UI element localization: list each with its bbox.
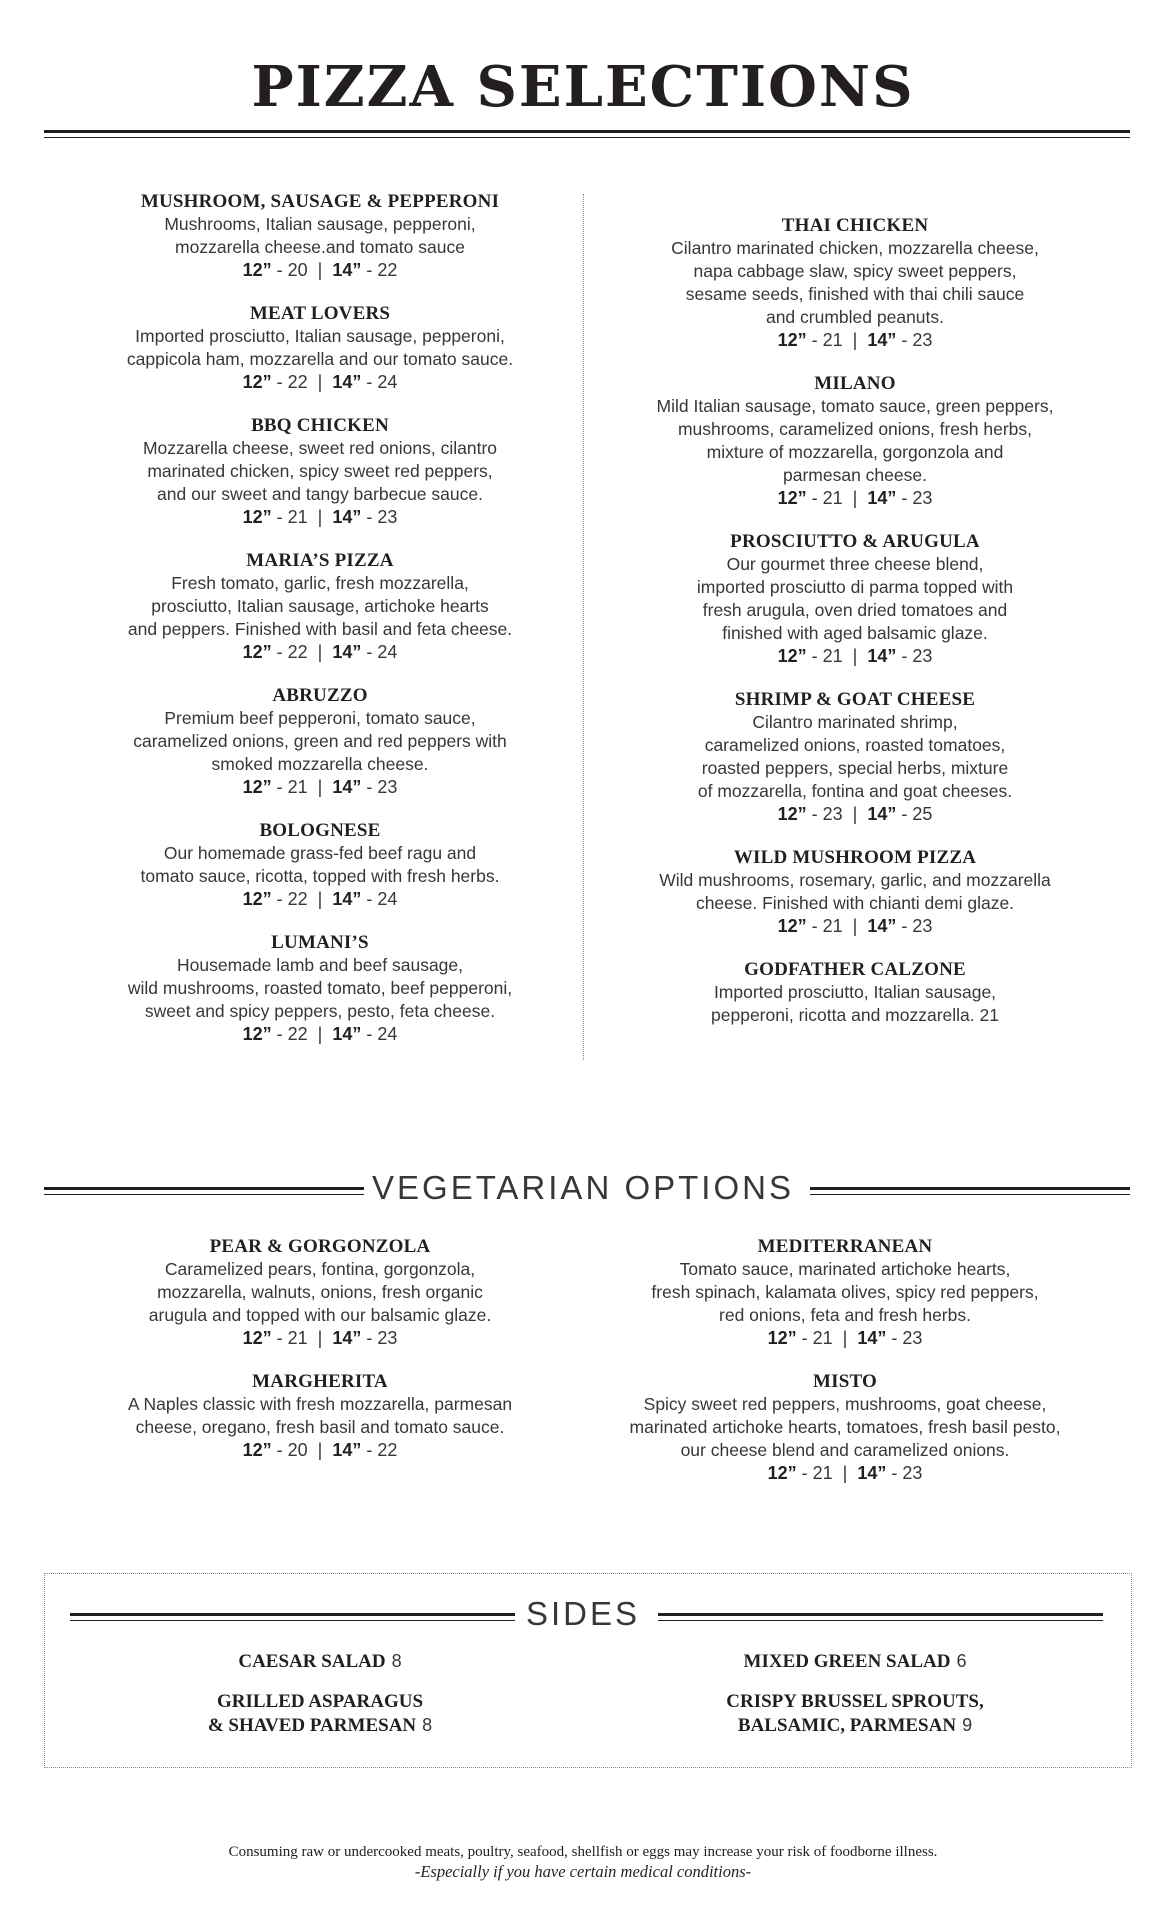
- vegetarian-column-right: [600, 1235, 1090, 1485]
- price-large: - 22: [361, 260, 398, 280]
- price-size-small: 12”: [242, 507, 272, 527]
- price-size-small: 12”: [242, 777, 272, 797]
- menu-item-description: Tomato sauce, marinated artichoke hearts,: [679, 1259, 1011, 1279]
- price-size-small: 12”: [242, 260, 272, 280]
- price-size-small: 12”: [767, 1328, 797, 1348]
- price-small: - 20: [271, 260, 308, 280]
- menu-item-description: and our sweet and tangy barbecue sauce.: [157, 484, 483, 504]
- menu-item-description: fresh arugula, oven dried tomatoes and: [702, 600, 1008, 620]
- price-small: - 21: [271, 777, 308, 797]
- menu-item-name: THAI CHICKEN: [781, 215, 929, 236]
- price-small: - 23: [806, 804, 843, 824]
- menu-item-description: Premium beef pepperoni, tomato sauce,: [164, 708, 476, 728]
- footer-note: -Especially if you have certain medical conditions-: [414, 1862, 752, 1881]
- footer-warning: Consuming raw or undercooked meats, poultry, seafood, shellfish or eggs may increase your risk of foodborne illness.: [228, 1844, 938, 1860]
- menu-item-description: tomato sauce, ricotta, topped with fresh herbs.: [140, 866, 500, 886]
- menu-item-name: BOLOGNESE: [259, 820, 381, 841]
- price-large: - 23: [896, 330, 933, 350]
- menu-item-description: imported prosciutto di parma topped with: [696, 577, 1014, 597]
- menu-item-description: and crumbled peanuts.: [765, 307, 945, 327]
- price-separator: |: [317, 1024, 323, 1044]
- price-size-small: 12”: [777, 646, 807, 666]
- price-large: - 23: [361, 507, 398, 527]
- price-size-small: 12”: [777, 916, 807, 936]
- menu-item-description: mixture of mozzarella, gorgonzola and: [706, 442, 1004, 462]
- price-size-large: 14”: [857, 1463, 887, 1483]
- menu-item-description: red onions, feta and fresh herbs.: [719, 1305, 971, 1325]
- side-item-name-line2: & SHAVED PARMESAN: [207, 1715, 417, 1736]
- price-separator: |: [317, 889, 323, 909]
- price-size-small: 12”: [242, 372, 272, 392]
- menu-item-prices: [90, 371, 550, 394]
- menu-item: [620, 530, 1090, 668]
- price-separator: |: [852, 488, 858, 508]
- menu-item-description: arugula and topped with our balsamic glaze.: [148, 1305, 492, 1325]
- vegetarian-column-left: [90, 1235, 550, 1462]
- price-small: - 22: [271, 1024, 308, 1044]
- menu-item-prices: [90, 1327, 550, 1350]
- price-size-large: 14”: [332, 889, 362, 909]
- side-item-price: 8: [422, 1715, 433, 1735]
- price-size-large: 14”: [332, 777, 362, 797]
- menu-item-prices: [620, 915, 1090, 938]
- price-size-large: 14”: [332, 1024, 362, 1044]
- menu-item: [620, 372, 1090, 510]
- menu-item-description: cheese, oregano, fresh basil and tomato sauce.: [135, 1417, 505, 1437]
- menu-item: [90, 1370, 550, 1462]
- price-small: - 21: [806, 646, 843, 666]
- vegetarian-heading: VEGETARIAN OPTIONS: [372, 1169, 794, 1206]
- menu-item-prices: [90, 506, 550, 529]
- price-large: - 22: [361, 1440, 398, 1460]
- menu-item-prices: [600, 1327, 1090, 1350]
- price-size-large: 14”: [332, 260, 362, 280]
- menu-item: [600, 1235, 1090, 1350]
- price-large: - 23: [886, 1463, 923, 1483]
- menu-item-prices: [600, 1462, 1090, 1485]
- menu-item-description: wild mushrooms, roasted tomato, beef pepperoni,: [127, 978, 513, 998]
- price-large: - 23: [886, 1328, 923, 1348]
- menu-item-description: sweet and spicy peppers, pesto, feta cheese.: [144, 1001, 496, 1021]
- price-size-large: 14”: [332, 1440, 362, 1460]
- menu-item-prices: [90, 641, 550, 664]
- price-small: - 21: [271, 507, 308, 527]
- menu-item: [90, 302, 550, 394]
- side-item-name-line2: BALSAMIC, PARMESAN: [737, 1715, 957, 1736]
- price-separator: |: [317, 777, 323, 797]
- menu-item-name: MEDITERRANEAN: [757, 1236, 933, 1257]
- menu-item-description: Mozzarella cheese, sweet red onions, cilantro: [142, 438, 498, 458]
- menu-item-description: caramelized onions, green and red peppers with: [133, 731, 507, 751]
- price-large: - 23: [361, 777, 398, 797]
- menu-item-description: mushrooms, caramelized onions, fresh herbs,: [677, 419, 1033, 439]
- menu-item-calzone: [620, 958, 1090, 1027]
- menu-item-name: ABRUZZO: [272, 685, 368, 706]
- price-size-small: 12”: [777, 488, 807, 508]
- menu-item-prices: [620, 645, 1090, 668]
- price-large: - 23: [896, 646, 933, 666]
- price-size-large: 14”: [867, 330, 897, 350]
- price-small: - 21: [796, 1328, 833, 1348]
- menu-item-description: Caramelized pears, fontina, gorgonzola,: [164, 1259, 476, 1279]
- menu-item-description: prosciutto, Italian sausage, artichoke hearts: [151, 596, 489, 616]
- price-small: - 22: [271, 889, 308, 909]
- menu-item-description: cheese. Finished with chianti demi glaze.: [695, 893, 1015, 913]
- menu-item-description: pepperoni, ricotta and mozzarella. 21: [711, 1005, 999, 1025]
- menu-item-name: MILANO: [814, 373, 896, 394]
- menu-item-name: MARGHERITA: [252, 1371, 388, 1392]
- menu-item: [620, 214, 1090, 352]
- price-size-small: 12”: [242, 889, 272, 909]
- price-separator: |: [852, 804, 858, 824]
- menu-item-description: marinated artichoke hearts, tomatoes, fresh basil pesto,: [629, 1417, 1061, 1437]
- price-small: - 22: [271, 642, 308, 662]
- menu-item-description: fresh spinach, kalamata olives, spicy red peppers,: [651, 1282, 1039, 1302]
- price-large: - 24: [361, 889, 398, 909]
- menu-item-name: MISTO: [812, 1371, 877, 1392]
- price-size-small: 12”: [767, 1463, 797, 1483]
- menu-item-description: Housemade lamb and beef sausage,: [176, 955, 464, 975]
- menu-item-description: sesame seeds, finished with thai chili sauce: [685, 284, 1025, 304]
- menu-item-description: our cheese blend and caramelized onions.: [680, 1440, 1010, 1460]
- price-large: - 23: [361, 1328, 398, 1348]
- menu-item-name: BBQ CHICKEN: [251, 415, 389, 436]
- column-divider: [583, 194, 584, 1060]
- price-separator: |: [317, 372, 323, 392]
- menu-item-prices: [90, 888, 550, 911]
- price-small: - 20: [271, 1440, 308, 1460]
- menu-item-description: Cilantro marinated chicken, mozzarella cheese,: [671, 238, 1039, 258]
- menu-item-name: GODFATHER CALZONE: [744, 959, 966, 980]
- side-item-name-line1: GRILLED ASPARAGUS: [216, 1691, 424, 1712]
- title-divider: [44, 130, 1130, 138]
- price-size-small: 12”: [242, 1328, 272, 1348]
- menu-item-description: and peppers. Finished with basil and feta cheese.: [127, 619, 513, 639]
- menu-item-name: MEAT LOVERS: [249, 303, 391, 324]
- price-separator: |: [317, 1440, 323, 1460]
- price-size-small: 12”: [777, 330, 807, 350]
- price-large: - 23: [896, 916, 933, 936]
- vegetarian-rule-right: [810, 1187, 1130, 1195]
- menu-item-description: caramelized onions, roasted tomatoes,: [704, 735, 1006, 755]
- menu-item-name: SHRIMP & GOAT CHEESE: [734, 689, 976, 710]
- price-small: - 21: [806, 330, 843, 350]
- menu-item-prices: [90, 1439, 550, 1462]
- side-item-price: 6: [956, 1651, 967, 1671]
- menu-item: [90, 819, 550, 911]
- side-mixed-green: [620, 1650, 1090, 1674]
- menu-item-name: WILD MUSHROOM PIZZA: [733, 847, 977, 868]
- side-item-name-line1: CRISPY BRUSSEL SPROUTS,: [726, 1691, 984, 1712]
- menu-item-description: Fresh tomato, garlic, fresh mozzarella,: [171, 573, 469, 593]
- menu-item-description: Cilantro marinated shrimp,: [752, 712, 958, 732]
- menu-item: [90, 684, 550, 799]
- menu-item-description: smoked mozzarella cheese.: [211, 754, 429, 774]
- menu-item-prices: [90, 1023, 550, 1046]
- sides-rule-right: [658, 1613, 1103, 1621]
- menu-item-description: Mild Italian sausage, tomato sauce, green peppers,: [656, 396, 1054, 416]
- menu-item-prices: [620, 329, 1090, 352]
- price-small: - 21: [806, 488, 843, 508]
- menu-item-description: mozzarella cheese.and tomato sauce: [175, 237, 465, 257]
- price-separator: |: [317, 260, 323, 280]
- menu-item-description: Our homemade grass-fed beef ragu and: [163, 843, 477, 863]
- menu-item-description: Imported prosciutto, Italian sausage, pepperoni,: [135, 326, 505, 346]
- menu-item: [90, 190, 550, 282]
- menu-item: [620, 846, 1090, 938]
- price-small: - 21: [271, 1328, 308, 1348]
- price-size-large: 14”: [857, 1328, 887, 1348]
- menu-item: [90, 931, 550, 1046]
- side-asparagus: [90, 1690, 550, 1738]
- price-small: - 21: [806, 916, 843, 936]
- side-item-price: 8: [391, 1651, 402, 1671]
- price-size-large: 14”: [867, 488, 897, 508]
- menu-item: [90, 549, 550, 664]
- price-size-small: 12”: [242, 642, 272, 662]
- menu-item-description: marinated chicken, spicy sweet red peppers,: [147, 461, 493, 481]
- menu-item-name: MARIA’S PIZZA: [246, 550, 394, 571]
- price-separator: |: [317, 642, 323, 662]
- menu-item-description: Mushrooms, Italian sausage, pepperoni,: [164, 214, 476, 234]
- side-item-price: 9: [962, 1715, 973, 1735]
- price-large: - 24: [361, 372, 398, 392]
- menu-item-description: cappicola ham, mozzarella and our tomato sauce.: [126, 349, 514, 369]
- price-size-large: 14”: [867, 804, 897, 824]
- price-size-large: 14”: [332, 1328, 362, 1348]
- menu-item: [90, 1235, 550, 1350]
- price-size-small: 12”: [242, 1440, 272, 1460]
- menu-item-description: finished with aged balsamic glaze.: [722, 623, 988, 643]
- price-separator: |: [852, 330, 858, 350]
- menu-item-description: napa cabbage slaw, spicy sweet peppers,: [693, 261, 1017, 281]
- menu-item-description: of mozzarella, fontina and goat cheeses.: [697, 781, 1013, 801]
- page-title: PIZZA SELECTIONS: [251, 54, 915, 120]
- menu-item-description: mozzarella, walnuts, onions, fresh organic: [157, 1282, 483, 1302]
- menu-item: [620, 688, 1090, 826]
- sides-heading: SIDES: [525, 1595, 641, 1632]
- side-caesar: [90, 1650, 550, 1674]
- pizza-column-left: [90, 190, 550, 1046]
- menu-item-prices: [90, 259, 550, 282]
- menu-item-description: Imported prosciutto, Italian sausage,: [713, 982, 997, 1002]
- menu-item-name: PEAR & GORGONZOLA: [209, 1236, 431, 1257]
- price-separator: |: [842, 1463, 848, 1483]
- price-size-small: 12”: [242, 1024, 272, 1044]
- menu-item-prices: [620, 803, 1090, 826]
- menu-item-name: MUSHROOM, SAUSAGE & PEPPERONI: [140, 191, 500, 212]
- price-large: - 24: [361, 642, 398, 662]
- price-large: - 23: [896, 488, 933, 508]
- menu-item: [90, 414, 550, 529]
- menu-item-name: LUMANI’S: [271, 932, 369, 953]
- menu-item-description: Wild mushrooms, rosemary, garlic, and mozzarella: [659, 870, 1051, 890]
- price-size-large: 14”: [332, 372, 362, 392]
- price-separator: |: [317, 1328, 323, 1348]
- price-separator: |: [842, 1328, 848, 1348]
- price-small: - 22: [271, 372, 308, 392]
- pizza-column-right: [620, 214, 1090, 1027]
- menu-item-description: parmesan cheese.: [783, 465, 927, 485]
- price-size-large: 14”: [867, 916, 897, 936]
- price-large: - 25: [896, 804, 933, 824]
- side-brussel-sprouts: [620, 1690, 1090, 1738]
- menu-item-name: PROSCIUTTO & ARUGULA: [730, 531, 980, 552]
- menu-item-description: Our gourmet three cheese blend,: [726, 554, 984, 574]
- price-size-large: 14”: [867, 646, 897, 666]
- price-small: - 21: [796, 1463, 833, 1483]
- menu-item-prices: [620, 487, 1090, 510]
- price-large: - 24: [361, 1024, 398, 1044]
- price-size-large: 14”: [332, 642, 362, 662]
- price-separator: |: [317, 507, 323, 527]
- price-separator: |: [852, 646, 858, 666]
- menu-item: [600, 1370, 1090, 1485]
- price-separator: |: [852, 916, 858, 936]
- price-size-large: 14”: [332, 507, 362, 527]
- price-size-small: 12”: [777, 804, 807, 824]
- side-item-name: CAESAR SALAD: [238, 1651, 386, 1672]
- menu-item-description: A Naples classic with fresh mozzarella, parmesan: [127, 1394, 513, 1414]
- menu-item-prices: [90, 776, 550, 799]
- menu-item-description: roasted peppers, special herbs, mixture: [701, 758, 1009, 778]
- menu-item-description: Spicy sweet red peppers, mushrooms, goat cheese,: [643, 1394, 1047, 1414]
- side-item-name: MIXED GREEN SALAD: [743, 1651, 951, 1672]
